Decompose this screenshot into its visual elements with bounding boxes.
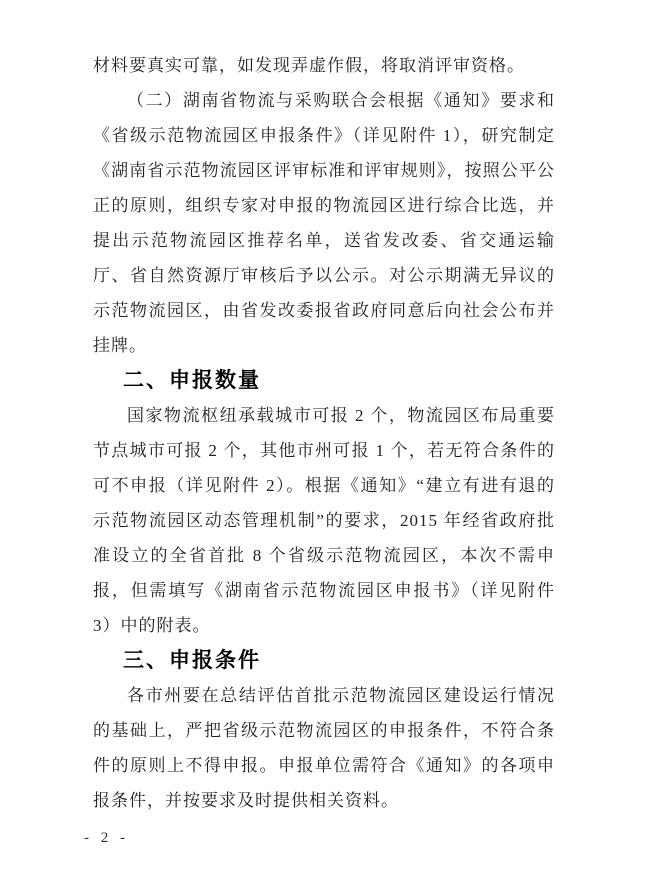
paragraph-application-quantity: 国家物流枢纽承载城市可报 2 个，物流园区布局重要节点城市可报 2 个，其他市州可报 1 个，若无符合条件的可不申报（详见附件 2）。根据《通知》“建立有进有退的示范物流园区动态管理机制”的要求，2015 年经省政府批准设立的全省首批 8 个省级示范物流园区，本次不需申报，但需填写《湖南省示范物流园区申报书》（详见附件 3）中的附表。 — [93, 406, 555, 635]
document-content — [93, 48, 555, 818]
paragraph-review-procedure: （二）湖南省物流与采购联合会根据《通知》要求和《省级示范物流园区申报条件》（详见附件 1），研究制定《湖南省示范物流园区评审标准和评审规则》，按照公平公正的原则，组织专家对申报的物流园区进行综合比选，并提出示范物流园区推荐名单，送省发改委、省交通运输厅、省自然资源厅审核后予以公示。对公示期满无异议的示范物流园区，由省发改委报省政府同意后向社会公布并挂牌。 — [93, 91, 555, 355]
section-heading-application-quantity: 二、申报数量 — [123, 369, 261, 392]
section-heading-application-conditions: 三、申报条件 — [123, 649, 261, 672]
paragraph-application-conditions: 各市州要在总结评估首批示范物流园区建设运行情况的基础上，严把省级示范物流园区的申报条件，不符合条件的原则上不得申报。申报单位需符合《通知》的各项申报条件，并按要求及时提供相关资料。 — [93, 686, 555, 810]
page-number: - 2 - — [84, 830, 129, 846]
paragraph-continued-from-previous-page: 材料要真实可靠，如发现弄虚作假，将取消评审资格。 — [93, 56, 525, 75]
